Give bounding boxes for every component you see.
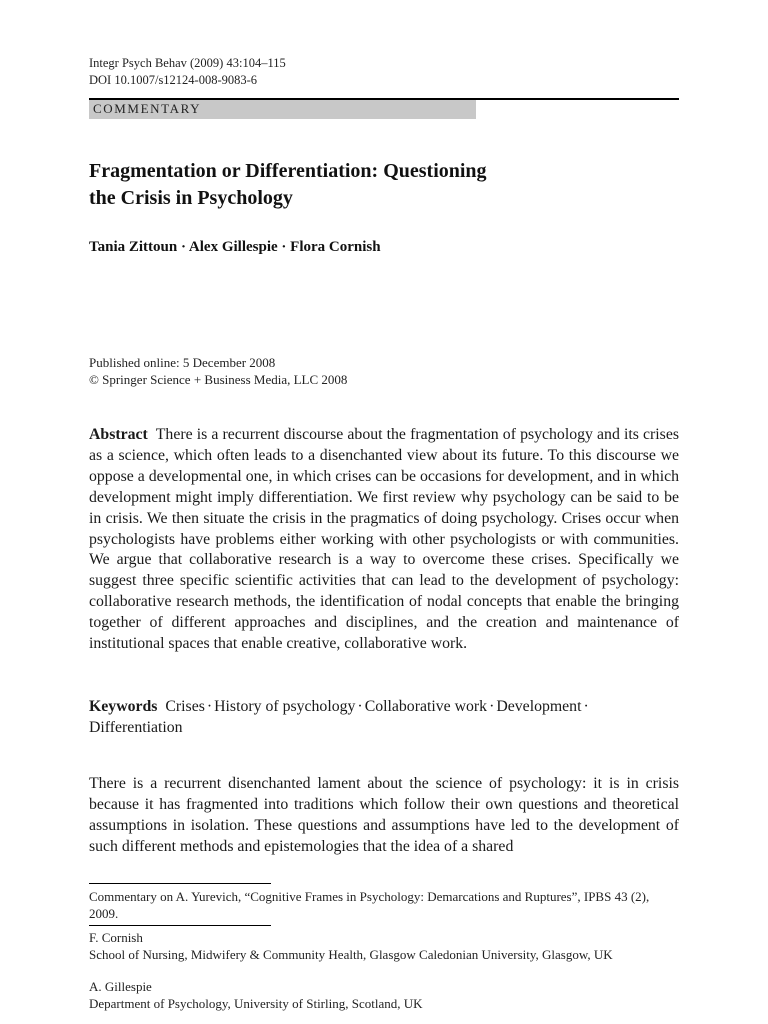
abstract <box>89 425 679 655</box>
keyword: Development <box>496 698 582 715</box>
journal-info <box>89 55 286 89</box>
abstract-text: There is a recurrent discourse about the fragmentation of psychology and its crises as a science, which often leads to a disenchanted view about its future. To this discourse we oppose a developmental one, in which crises can be occasions for development, and in which development might imply differentiation. We first review why psychology can be said to be in crisis. We then situate the crisis in the pragmatics of doing psychology. Crises occur when psychologists have problems either working with other psychologists or with communities. We argue that collaborative research is a way to overcome these crises. Specifically we suggest three specific scientific activities that can lead to the development of psychology: collaborative research methods, the identification of nodal concepts that enable the bringing together of different approaches and disciplines, and the creation and maintenance of institutional spaces that enable creative, collaborative work. <box>89 426 679 653</box>
keywords-label: Keywords <box>89 698 158 715</box>
keywords <box>89 696 679 738</box>
title-line-1: Fragmentation or Differentiation: Questioning <box>89 160 487 182</box>
keyword-separator: · <box>583 698 589 715</box>
article-title <box>89 158 679 212</box>
abstract-label: Abstract <box>89 426 148 443</box>
affiliation-cornish <box>89 930 679 963</box>
affiliation-gillespie <box>89 979 679 1012</box>
publication-info <box>89 354 347 388</box>
keyword-separator: · <box>489 698 495 715</box>
title-line-2: the Crisis in Psychology <box>89 187 293 209</box>
keyword: History of psychology <box>214 698 356 715</box>
keyword-separator: · <box>357 698 363 715</box>
body-paragraph: There is a recurrent disenchanted lament about the science of psychology: it is in crisis because it has fragmented into traditions which follow their own questions and theoretical assumptions in isolation. These questions and assumptions have led to the development of such different methods and epistemologies that the idea of a shared <box>89 775 679 855</box>
keyword-separator: · <box>206 698 213 715</box>
keyword: Differentiation <box>89 719 183 736</box>
author-name: F. Cornish <box>89 930 143 945</box>
author-affiliation: Department of Psychology, University of Stirling, Scotland, UK <box>89 995 423 1011</box>
keyword: Collaborative work <box>364 698 488 715</box>
copyright-notice: © Springer Science + Business Media, LLC 2008 <box>89 372 348 387</box>
journal-citation: Integr Psych Behav (2009) 43:104–115 <box>89 56 286 70</box>
section-bar <box>89 100 476 119</box>
author-name: A. Gillespie <box>89 979 152 994</box>
author-list: Tania Zittoun · Alex Gillespie · Flora Cornish <box>89 239 381 255</box>
published-date: Published online: 5 December 2008 <box>89 355 276 370</box>
footnote-rule <box>89 883 271 884</box>
keyword: Crises <box>165 698 205 715</box>
doi: DOI 10.1007/s12124-008-9083-6 <box>89 73 258 87</box>
footnote-rule <box>89 925 271 926</box>
section-label: COMMENTARY <box>93 101 202 116</box>
commentary-footnote: Commentary on A. Yurevich, “Cognitive Frames in Psychology: Demarcations and Ruptures”, IPBS 43 (2), 2009. <box>89 889 650 921</box>
author-affiliation: School of Nursing, Midwifery & Community Health, Glasgow Caledonian University, Glasgow, UK <box>89 946 613 962</box>
